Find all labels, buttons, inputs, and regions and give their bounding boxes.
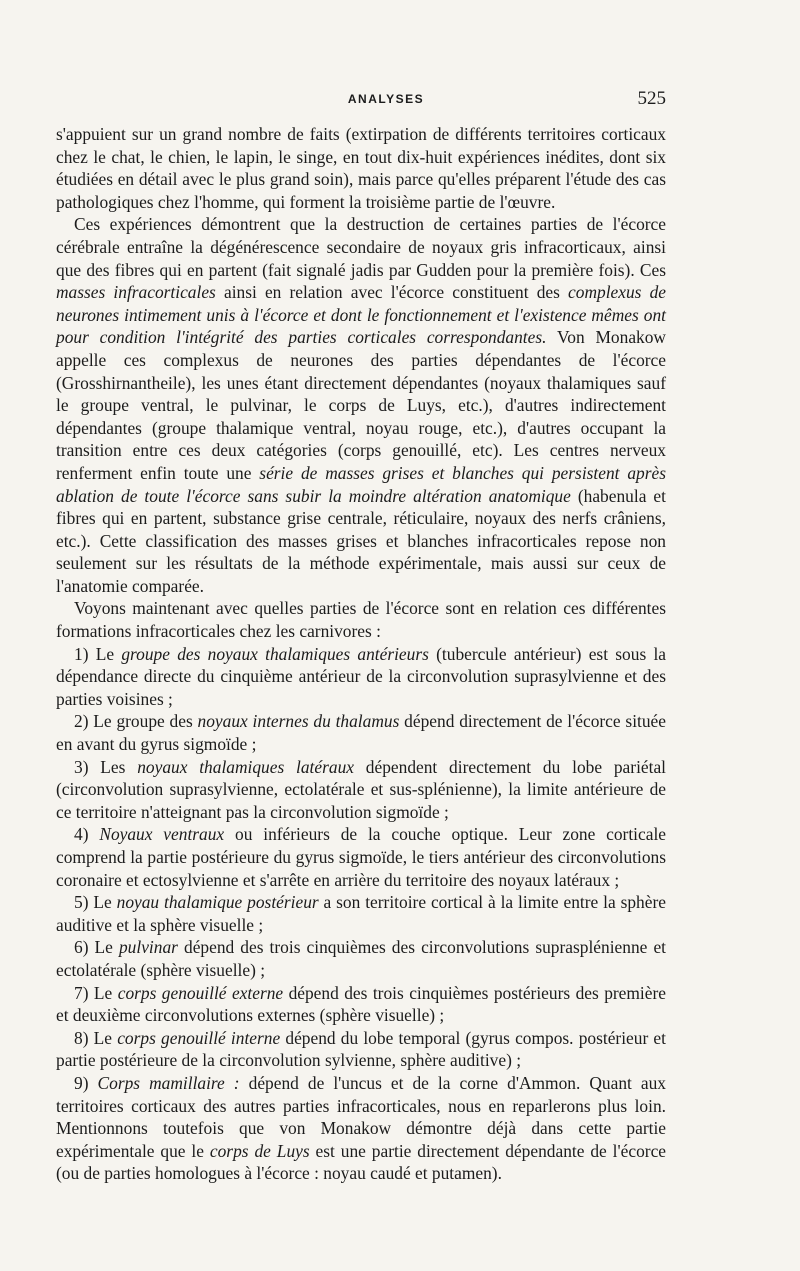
italic-text: complexus de neurones intimement unis à l'écorce et dont le fonctionnement et l'existence mêmes ont pour condition l'intégrité des parties corticales correspondantes. — [56, 282, 666, 348]
italic-text: groupe des noyaux thalamiques antérieurs — [121, 643, 429, 664]
paragraph — [56, 123, 666, 213]
italic-text: corps genouillé externe — [117, 982, 284, 1003]
italic-text: corps de Luys — [209, 1140, 310, 1161]
italic-text: noyau thalamique postérieur — [116, 892, 319, 913]
text-run: est une partie directement dépendante de l'écorce (ou de parties homologues à l'écorce : noyau caudé et putamen). — [56, 1140, 667, 1184]
italic-text: masses infracorticales — [56, 282, 216, 303]
text-run: dépend des trois cinquièmes des circonvolutions suprasplénienne et ectolatérale (sphère visuelle) ; — [56, 937, 666, 980]
text-run: (tubercule antérieur) est sous la dépendance directe du cinquième antérieur de la circonvolution suprasylvienne et des parties voisines ; — [56, 643, 667, 709]
list-item — [56, 710, 666, 755]
text-run: 8) Le — [74, 1027, 118, 1048]
list-item — [56, 1027, 666, 1072]
text-run: 2) Le groupe des — [74, 711, 198, 732]
text-run: dépendent directement du lobe pariétal (circonvolution suprasylvienne, ectolatérale et sus-splénienne), la limite antérieure de ce territoire n'atteignant pas la circonvolution sigmoïde ; — [56, 756, 666, 822]
text-run: dépend directement de l'écorce située en avant du gyrus sigmoïde ; — [56, 711, 666, 755]
text-run: 6) Le — [74, 937, 119, 958]
text-run: 5) Le — [74, 892, 117, 913]
italic-text: Noyaux ventraux — [99, 824, 225, 845]
text-run: dépend de l'uncus et de la corne d'Ammon. Quant aux territoires corticaux des autres parties infracorticales, nous en reparlerons plus loin. Mentionnons toutefois que von Monakow démontre déjà dans cette partie expérimentale que le — [56, 1072, 666, 1161]
page-number: 525 — [637, 88, 666, 109]
text-run: 7) Le — [74, 982, 118, 1003]
list-item — [56, 643, 666, 711]
text-run: Ces expériences démontrent que la destruction de certaines parties de l'écorce cérébrale entraîne la dégénérescence secondaire de noyaux gris infracorticaux, ainsi que des fibres qui en partent (fait signalé jadis par Gudden pour la première fois). Ces — [56, 214, 666, 280]
text-run: 9) — [74, 1072, 98, 1093]
text-run: Voyons maintenant avec quelles parties de l'écorce sont en relation ces différentes formations infracorticales chez les carnivores : — [56, 598, 666, 642]
article-body — [56, 123, 666, 1185]
italic-text: Corps mamillaire : — [97, 1072, 240, 1093]
text-run: 4) — [74, 824, 100, 845]
italic-text: noyaux thalamiques latéraux — [137, 756, 354, 777]
list-item — [56, 891, 666, 936]
list-item — [56, 936, 666, 981]
text-run: dépend du lobe temporal (gyrus compos. postérieur et partie postérieure de la circonvolution sylvienne, sphère auditive) ; — [56, 1027, 666, 1071]
text-run: 1) Le — [74, 643, 122, 664]
italic-text: noyaux internes du thalamus — [197, 711, 400, 732]
text-run: dépend des trois cinquièmes postérieurs des première et deuxième circonvolutions externes (sphère visuelle) ; — [56, 982, 666, 1026]
list-item — [56, 982, 666, 1027]
text-run: s'appuient sur un grand nombre de faits (extirpation de différents territoires corticaux chez le chat, le chien, le lapin, le singe, en tout dix-huit expériences inédites, dont six étudiées en détail avec le plus grand soin), mais parce qu'elles préparent l'étude des cas pathologiques chez l'homme, qui forment la troisième partie de l'œuvre. — [56, 124, 666, 212]
italic-text: série de masses grises et blanches qui persistent après ablation de toute l'écorce sans subir la moindre altération anatomique — [56, 462, 666, 506]
italic-text: pulvinar — [118, 937, 178, 958]
text-run: ou inférieurs de la couche optique. Leur zone corticale comprend la partie postérieure du gyrus sigmoïde, le tiers antérieur des circonvolutions coronaire et ectosylvienne et s'arrête en arrière du territoire des noyaux latéraux ; — [56, 824, 667, 890]
italic-text: corps genouillé interne — [117, 1027, 281, 1048]
paragraph — [56, 213, 666, 597]
text-run: a son territoire cortical à la limite entre la sphère auditive et la sphère visuelle ; — [56, 892, 666, 935]
text-run: ainsi en relation avec l'écorce constituent des — [215, 282, 569, 303]
running-title: ANALYSES — [347, 92, 425, 106]
running-header — [56, 88, 666, 112]
list-item — [56, 1072, 666, 1185]
text-run: 3) Les — [74, 756, 138, 777]
list-item — [56, 823, 666, 891]
list-item — [56, 756, 666, 824]
text-run: Von Monakow appelle ces complexus de neurones des parties dépendantes de l'écorce (Grosshirnantheile), les unes étant directement dépendantes (noyaux thalamiques sauf le groupe ventral, le pulvinar, le corps de Luys, etc.), d'autres indirectement dépendantes (groupe thalamique ventral, noyau rouge, etc.), d'autres occupant la transition entre ces deux catégories (corps genouillé, etc). Les centres nerveux renferment enfin toute une — [56, 327, 666, 483]
paragraph — [56, 597, 666, 642]
text-run: (habenula et fibres qui en partent, substance grise centrale, réticulaire, noyaux des nerfs crâniens, etc.). Cette classification des masses grises et blanches infracorticales repose non seulement sur les résultats de la méthode expérimentale, mais aussi sur ceux de l'anatomie comparée. — [56, 485, 666, 596]
